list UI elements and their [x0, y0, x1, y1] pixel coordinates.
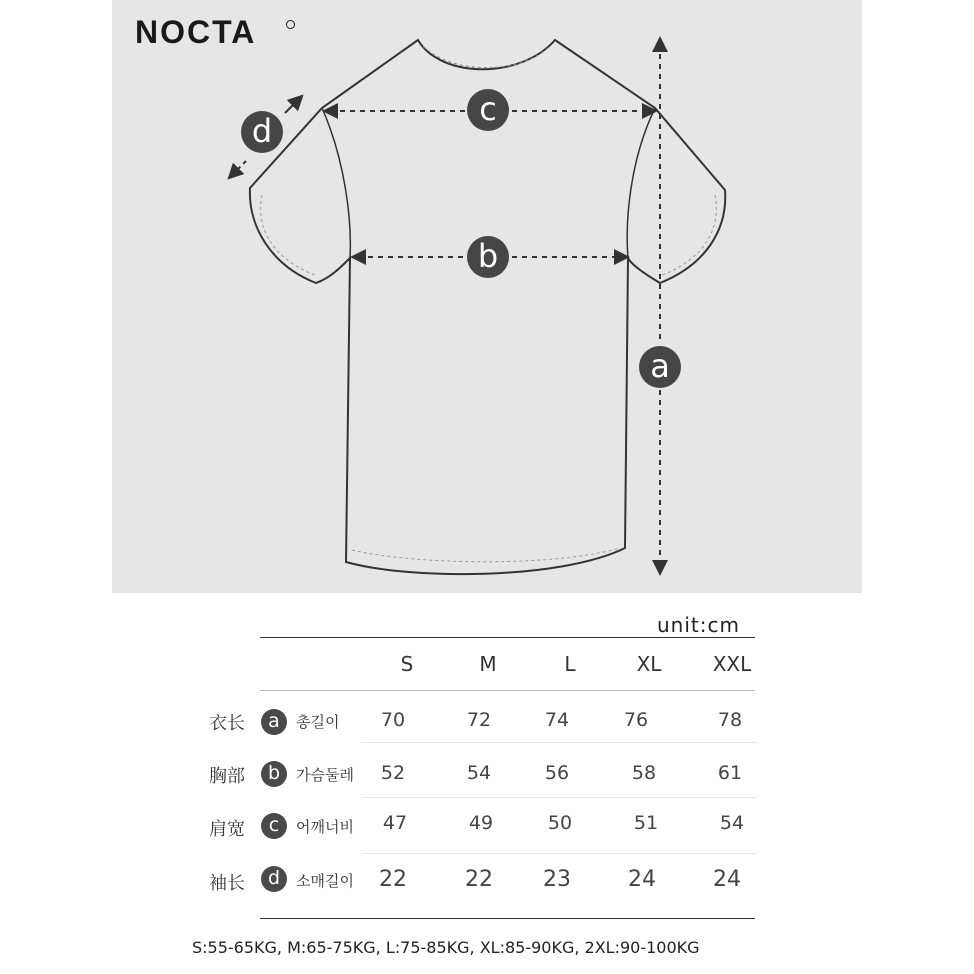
badge-d: d: [241, 111, 283, 153]
table-cell: 61: [717, 762, 743, 784]
table-cell: 47: [382, 812, 408, 834]
table-cell: 23: [543, 867, 571, 892]
table-cell: 51: [633, 812, 659, 834]
table-top-rule: [260, 637, 755, 638]
table-cell: 54: [719, 812, 745, 834]
size-header-m: M: [479, 652, 497, 676]
table-cell: 52: [380, 762, 406, 784]
badge-a: a: [639, 346, 681, 388]
table-cell: 24: [628, 867, 656, 892]
table-cell: 56: [544, 762, 570, 784]
row-label-kr: 어깨너비: [296, 818, 354, 836]
row-badge: d: [261, 866, 287, 892]
table-cell: 49: [468, 812, 494, 834]
unit-label: unit:cm: [657, 613, 740, 637]
row-divider: [362, 853, 757, 854]
table-cell: 70: [380, 709, 406, 731]
row-divider: [362, 742, 757, 743]
row-label-cn: 衣长: [209, 713, 245, 734]
row-label-kr: 소매길이: [296, 872, 354, 890]
row-label-kr: 가슴둘레: [296, 766, 354, 784]
size-header-l: L: [564, 652, 576, 676]
table-cell: 76: [623, 709, 649, 731]
size-header-s: S: [400, 652, 414, 676]
row-label-cn: 胸部: [209, 766, 245, 787]
row-label-cn: 袖长: [209, 873, 245, 894]
size-header-xxl: XXL: [712, 652, 752, 676]
row-badge: b: [261, 761, 287, 787]
table-cell: 22: [379, 867, 407, 892]
table-bottom-rule: [260, 918, 755, 919]
row-divider: [362, 797, 757, 798]
badge-c: c: [467, 89, 509, 131]
header-rule: [260, 690, 755, 691]
row-badge: a: [261, 709, 287, 735]
table-cell: 22: [465, 867, 493, 892]
weight-guide: S:55-65KG, M:65-75KG, L:75-85KG, XL:85-90KG, 2XL:90-100KG: [192, 938, 700, 957]
row-label-kr: 총길이: [296, 713, 340, 731]
table-cell: 72: [466, 709, 492, 731]
table-cell: 78: [717, 709, 743, 731]
table-cell: 50: [547, 812, 573, 834]
row-label-cn: 肩宽: [209, 819, 245, 840]
table-cell: 74: [544, 709, 570, 731]
badge-b: b: [467, 236, 509, 278]
table-cell: 24: [713, 867, 741, 892]
table-cell: 58: [631, 762, 657, 784]
brand-logo: NOCTA: [135, 14, 257, 50]
table-cell: 54: [466, 762, 492, 784]
size-header-xl: XL: [636, 652, 662, 676]
row-badge: c: [261, 813, 287, 839]
